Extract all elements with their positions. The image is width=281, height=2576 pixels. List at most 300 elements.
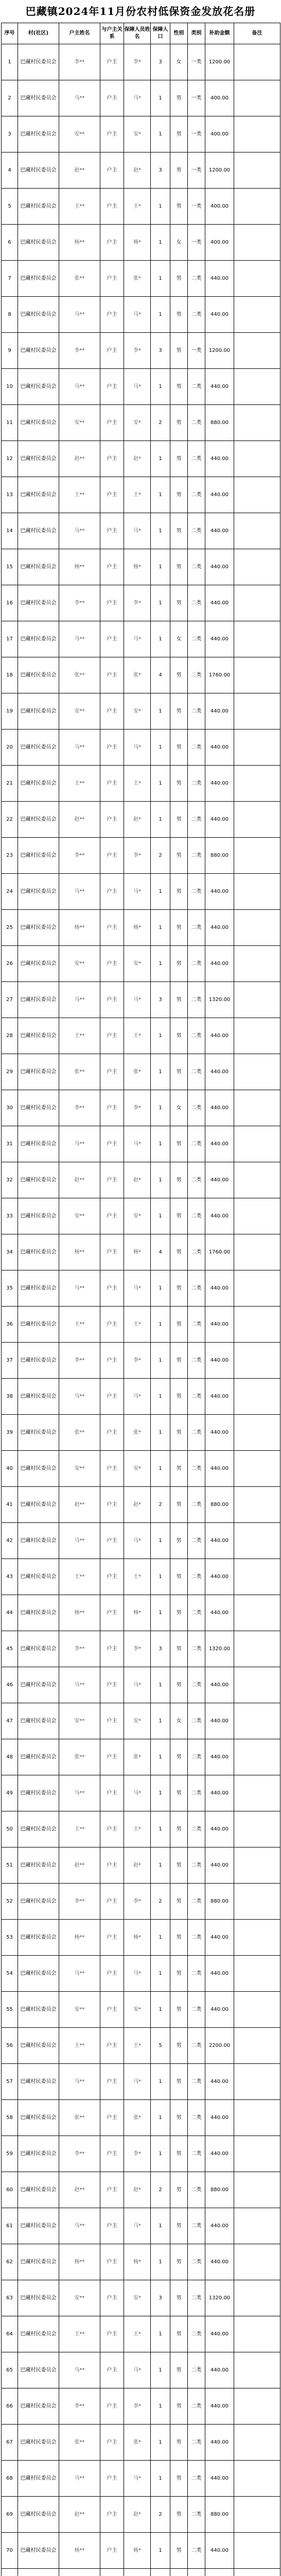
- cell-remark: [234, 2388, 280, 2425]
- cell-gender: 男: [170, 1559, 188, 1595]
- table-row: [2, 621, 280, 657]
- cell-householder: 马**: [59, 982, 100, 1018]
- cell-beneficiary: 马*: [124, 621, 151, 657]
- cell-count: 3: [151, 2280, 170, 2316]
- cell-relation: 户主: [100, 693, 124, 730]
- cell-householder: 张**: [59, 1054, 100, 1090]
- cell-village: 巴藏村民委员会: [18, 333, 59, 369]
- table-row: [2, 802, 280, 838]
- table-row: [2, 982, 280, 1018]
- cell-beneficiary: 王*: [124, 1018, 151, 1054]
- cell-index: 17: [2, 621, 18, 657]
- cell-remark: [234, 1090, 280, 1126]
- cell-gender: 男: [170, 441, 188, 477]
- cell-householder: 李**: [59, 1343, 100, 1379]
- column-header-gender: 性别: [170, 23, 188, 44]
- cell-relation: 户主: [100, 1595, 124, 1631]
- cell-village: 巴藏村民委员会: [18, 477, 59, 513]
- cell-householder: 王**: [59, 477, 100, 513]
- cell-gender: 男: [170, 657, 188, 693]
- cell-amount: 1200.00: [205, 44, 234, 80]
- cell-count: 1: [151, 585, 170, 621]
- cell-householder: 安**: [59, 1703, 100, 1739]
- cell-index: 7: [2, 261, 18, 297]
- cell-category: 一类: [188, 80, 205, 116]
- table-row: [2, 1307, 280, 1343]
- cell-gender: 男: [170, 1631, 188, 1667]
- cell-remark: [234, 2172, 280, 2208]
- cell-householder: 马**: [59, 1270, 100, 1307]
- cell-beneficiary: 王*: [124, 1559, 151, 1595]
- cell-relation: 户主: [100, 1956, 124, 1992]
- column-header-category: 类别: [188, 23, 205, 44]
- cell-amount: 440.00: [205, 1811, 234, 1848]
- table-row: [2, 2497, 280, 2533]
- cell-index: 4: [2, 152, 18, 189]
- cell-relation: 户主: [100, 1739, 124, 1775]
- cell-remark: [234, 1992, 280, 2028]
- cell-amount: 440.00: [205, 1595, 234, 1631]
- table-row: [2, 874, 280, 910]
- cell-relation: 户主: [100, 369, 124, 405]
- cell-amount: 2200.00: [205, 2028, 234, 2064]
- cell-relation: 户主: [100, 1054, 124, 1090]
- cell-index: 31: [2, 1126, 18, 1162]
- cell-householder: [59, 2569, 100, 2576]
- cell-beneficiary: 张*: [124, 261, 151, 297]
- cell-village: 巴藏村民委员会: [18, 1307, 59, 1343]
- cell-beneficiary: 张*: [124, 657, 151, 693]
- cell-count: 1: [151, 2136, 170, 2172]
- cell-count: 1: [151, 225, 170, 261]
- cell-householder: 王**: [59, 1559, 100, 1595]
- cell-category: 二类: [188, 405, 205, 441]
- cell-householder: 安**: [59, 1992, 100, 2028]
- cell-householder: 马**: [59, 513, 100, 549]
- cell-beneficiary: 杨*: [124, 2244, 151, 2280]
- table-row: [2, 693, 280, 730]
- cell-village: 巴藏村民委员会: [18, 1090, 59, 1126]
- cell-remark: [234, 513, 280, 549]
- cell-relation: 户主: [100, 261, 124, 297]
- cell-householder: 安**: [59, 2280, 100, 2316]
- cell-count: 1: [151, 1379, 170, 1415]
- cell-beneficiary: 赵*: [124, 1848, 151, 1884]
- cell-beneficiary: 杨*: [124, 1920, 151, 1956]
- cell-count: 1: [151, 1090, 170, 1126]
- cell-village: 巴藏村民委员会: [18, 2316, 59, 2352]
- cell-householder: 张**: [59, 1415, 100, 1451]
- cell-remark: [234, 225, 280, 261]
- cell-householder: 安**: [59, 405, 100, 441]
- cell-count: 1: [151, 2208, 170, 2244]
- cell-category: 二类: [188, 874, 205, 910]
- cell-index: 22: [2, 802, 18, 838]
- cell-category: 二类: [188, 2208, 205, 2244]
- table-row: [2, 1739, 280, 1775]
- cell-gender: 男: [170, 297, 188, 333]
- cell-gender: 男: [170, 946, 188, 982]
- cell-count: 1: [151, 2533, 170, 2569]
- cell-relation: 户主: [100, 1343, 124, 1379]
- table-row: [2, 1415, 280, 1451]
- cell-beneficiary: 张*: [124, 2425, 151, 2461]
- cell-amount: 440.00: [205, 297, 234, 333]
- cell-beneficiary: 王*: [124, 2316, 151, 2352]
- cell-beneficiary: 马*: [124, 1775, 151, 1811]
- cell-index: 12: [2, 441, 18, 477]
- table-row: [2, 477, 280, 513]
- cell-village: 巴藏村民委员会: [18, 838, 59, 874]
- cell-remark: [234, 1487, 280, 1523]
- cell-amount: 440.00: [205, 549, 234, 585]
- table-row: [2, 225, 280, 261]
- table-row: [2, 2569, 280, 2576]
- table-row: [2, 1054, 280, 1090]
- cell-householder: 安**: [59, 116, 100, 152]
- cell-category: 二类: [188, 369, 205, 405]
- cell-category: 二类: [188, 1126, 205, 1162]
- cell-category: 二类: [188, 1956, 205, 1992]
- cell-relation: 户主: [100, 657, 124, 693]
- cell-remark: [234, 693, 280, 730]
- cell-gender: 男: [170, 1884, 188, 1920]
- cell-remark: [234, 657, 280, 693]
- cell-category: 二类: [188, 261, 205, 297]
- cell-beneficiary: 马*: [124, 80, 151, 116]
- cell-count: 1: [151, 1198, 170, 1234]
- cell-amount: 440.00: [205, 2316, 234, 2352]
- cell-relation: 户主: [100, 2244, 124, 2280]
- cell-householder: 赵**: [59, 802, 100, 838]
- cell-householder: 马**: [59, 2352, 100, 2388]
- cell-category: 二类: [188, 513, 205, 549]
- table-row: [2, 838, 280, 874]
- cell-amount: 440.00: [205, 1054, 234, 1090]
- cell-count: 1: [151, 693, 170, 730]
- cell-category: 二类: [188, 1451, 205, 1487]
- cell-village: 巴藏村民委员会: [18, 1992, 59, 2028]
- table-row: [2, 441, 280, 477]
- cell-count: 3: [151, 333, 170, 369]
- cell-householder: 安**: [59, 946, 100, 982]
- cell-gender: 男: [170, 1811, 188, 1848]
- cell-count: 2: [151, 1884, 170, 1920]
- cell-amount: 440.00: [205, 1270, 234, 1307]
- cell-remark: [234, 982, 280, 1018]
- cell-amount: 440.00: [205, 1451, 234, 1487]
- cell-relation: 户主: [100, 441, 124, 477]
- cell-count: 1: [151, 946, 170, 982]
- cell-index: 52: [2, 1884, 18, 1920]
- cell-category: 二类: [188, 2244, 205, 2280]
- cell-beneficiary: 马*: [124, 2352, 151, 2388]
- cell-village: 巴藏村民委员会: [18, 549, 59, 585]
- cell-beneficiary: 李*: [124, 585, 151, 621]
- cell-remark: [234, 621, 280, 657]
- cell-remark: [234, 1523, 280, 1559]
- cell-count: 3: [151, 44, 170, 80]
- cell-category: 二类: [188, 2136, 205, 2172]
- cell-remark: [234, 802, 280, 838]
- cell-category: 二类: [188, 2533, 205, 2569]
- cell-amount: 440.00: [205, 1162, 234, 1198]
- table-row: [2, 152, 280, 189]
- cell-householder: 安**: [59, 1451, 100, 1487]
- cell-relation: 户主: [100, 189, 124, 225]
- cell-index: 10: [2, 369, 18, 405]
- cell-village: [18, 2569, 59, 2576]
- cell-index: 27: [2, 982, 18, 1018]
- cell-relation: 户主: [100, 2316, 124, 2352]
- cell-beneficiary: 王*: [124, 1307, 151, 1343]
- cell-beneficiary: 安*: [124, 1992, 151, 2028]
- cell-amount: 440.00: [205, 1090, 234, 1126]
- cell-gender: 女: [170, 1090, 188, 1126]
- cell-beneficiary: 李*: [124, 1884, 151, 1920]
- cell-relation: 户主: [100, 1992, 124, 2028]
- cell-beneficiary: 李*: [124, 1631, 151, 1667]
- cell-category: 二类: [188, 1487, 205, 1523]
- cell-relation: 户主: [100, 2352, 124, 2388]
- cell-amount: 440.00: [205, 1848, 234, 1884]
- cell-index: 37: [2, 1343, 18, 1379]
- table-row: [2, 1270, 280, 1307]
- cell-relation: 户主: [100, 225, 124, 261]
- cell-amount: 440.00: [205, 946, 234, 982]
- cell-village: 巴藏村民委员会: [18, 2388, 59, 2425]
- cell-remark: [234, 1775, 280, 1811]
- cell-count: 1: [151, 1775, 170, 1811]
- cell-relation: 户主: [100, 1234, 124, 1270]
- cell-index: 62: [2, 2244, 18, 2280]
- cell-index: 47: [2, 1703, 18, 1739]
- cell-index: 43: [2, 1559, 18, 1595]
- cell-index: 66: [2, 2388, 18, 2425]
- cell-householder: 马**: [59, 1523, 100, 1559]
- cell-gender: 男: [170, 1162, 188, 1198]
- cell-relation: 户主: [100, 477, 124, 513]
- cell-remark: [234, 2244, 280, 2280]
- cell-relation: 户主: [100, 1775, 124, 1811]
- cell-amount: 440.00: [205, 2064, 234, 2100]
- table-row: [2, 189, 280, 225]
- cell-village: 巴藏村民委员会: [18, 2064, 59, 2100]
- cell-village: 巴藏村民委员会: [18, 189, 59, 225]
- cell-category: 二类: [188, 946, 205, 982]
- cell-beneficiary: 马*: [124, 1523, 151, 1559]
- cell-amount: 1320.00: [205, 2280, 234, 2316]
- cell-category: 二类: [188, 1090, 205, 1126]
- cell-relation: 户主: [100, 2172, 124, 2208]
- cell-remark: [234, 261, 280, 297]
- cell-amount: 440.00: [205, 1956, 234, 1992]
- cell-index: 33: [2, 1198, 18, 1234]
- cell-householder: 赵**: [59, 1848, 100, 1884]
- cell-category: 二类: [188, 2388, 205, 2425]
- cell-index: 42: [2, 1523, 18, 1559]
- cell-relation: 户主: [100, 333, 124, 369]
- cell-gender: 男: [170, 513, 188, 549]
- cell-remark: [234, 1920, 280, 1956]
- cell-count: 1: [151, 2388, 170, 2425]
- cell-count: 1: [151, 549, 170, 585]
- cell-householder: 赵**: [59, 1162, 100, 1198]
- cell-index: 41: [2, 1487, 18, 1523]
- table-row: [2, 1234, 280, 1270]
- cell-gender: 男: [170, 549, 188, 585]
- cell-amount: 880.00: [205, 838, 234, 874]
- cell-gender: 男: [170, 1487, 188, 1523]
- table-row: [2, 2533, 280, 2569]
- cell-householder: 马**: [59, 2461, 100, 2497]
- cell-index: 54: [2, 1956, 18, 1992]
- cell-amount: 440.00: [205, 1523, 234, 1559]
- cell-amount: 440.00: [205, 441, 234, 477]
- cell-amount: 440.00: [205, 2425, 234, 2461]
- cell-amount: 440.00: [205, 2352, 234, 2388]
- cell-relation: 户主: [100, 621, 124, 657]
- cell-relation: 户主: [100, 1451, 124, 1487]
- cell-beneficiary: 赵*: [124, 802, 151, 838]
- cell-category: 二类: [188, 1234, 205, 1270]
- cell-remark: [234, 910, 280, 946]
- cell-count: 1: [151, 1848, 170, 1884]
- cell-amount: 440.00: [205, 2388, 234, 2425]
- cell-index: 59: [2, 2136, 18, 2172]
- cell-amount: 440.00: [205, 1775, 234, 1811]
- cell-amount: 440.00: [205, 1307, 234, 1343]
- cell-relation: 户主: [100, 1559, 124, 1595]
- cell-gender: 男: [170, 2352, 188, 2388]
- cell-index: 55: [2, 1992, 18, 2028]
- cell-beneficiary: 张*: [124, 1415, 151, 1451]
- cell-gender: 男: [170, 982, 188, 1018]
- cell-householder: 赵**: [59, 2497, 100, 2533]
- cell-category: 二类: [188, 657, 205, 693]
- table-row: [2, 2388, 280, 2425]
- cell-householder: 李**: [59, 2136, 100, 2172]
- cell-gender: 男: [170, 1270, 188, 1307]
- cell-relation: 户主: [100, 116, 124, 152]
- cell-village: 巴藏村民委员会: [18, 1884, 59, 1920]
- cell-village: 巴藏村民委员会: [18, 2533, 59, 2569]
- cell-index: 28: [2, 1018, 18, 1054]
- cell-householder: 张**: [59, 2425, 100, 2461]
- cell-householder: 马**: [59, 369, 100, 405]
- cell-village: 巴藏村民委员会: [18, 730, 59, 766]
- cell-relation: 户主: [100, 2533, 124, 2569]
- cell-householder: 赵**: [59, 2172, 100, 2208]
- cell-village: 巴藏村民委员会: [18, 1018, 59, 1054]
- table-row: [2, 2425, 280, 2461]
- cell-index: 32: [2, 1162, 18, 1198]
- cell-village: 巴藏村民委员会: [18, 2244, 59, 2280]
- cell-gender: 男: [170, 1956, 188, 1992]
- table-row: [2, 116, 280, 152]
- cell-village: 巴藏村民委员会: [18, 369, 59, 405]
- cell-remark: [234, 369, 280, 405]
- cell-householder: 王**: [59, 766, 100, 802]
- table-row: [2, 2244, 280, 2280]
- cell-remark: [234, 1126, 280, 1162]
- cell-remark: [234, 405, 280, 441]
- cell-gender: 男: [170, 1198, 188, 1234]
- cell-count: 1: [151, 80, 170, 116]
- cell-amount: 440.00: [205, 621, 234, 657]
- cell-village: 巴藏村民委员会: [18, 405, 59, 441]
- cell-relation: [100, 2569, 124, 2576]
- cell-amount: 440.00: [205, 2136, 234, 2172]
- cell-village: 巴藏村民委员会: [18, 585, 59, 621]
- cell-householder: 张**: [59, 1739, 100, 1775]
- cell-relation: 户主: [100, 1848, 124, 1884]
- cell-beneficiary: 王*: [124, 477, 151, 513]
- cell-householder: 王**: [59, 1811, 100, 1848]
- cell-village: 巴藏村民委员会: [18, 1523, 59, 1559]
- cell-remark: [234, 585, 280, 621]
- cell-gender: 男: [170, 585, 188, 621]
- cell-amount: 440.00: [205, 802, 234, 838]
- cell-village: 巴藏村民委员会: [18, 44, 59, 80]
- cell-relation: 户主: [100, 297, 124, 333]
- cell-index: 8: [2, 297, 18, 333]
- cell-amount: 440.00: [205, 2461, 234, 2497]
- table-row: [2, 1775, 280, 1811]
- cell-remark: [234, 2280, 280, 2316]
- cell-village: 巴藏村民委员会: [18, 657, 59, 693]
- cell-amount: 440.00: [205, 1379, 234, 1415]
- cell-householder: 安**: [59, 1198, 100, 1234]
- cell-village: 巴藏村民委员会: [18, 910, 59, 946]
- cell-beneficiary: 李*: [124, 2388, 151, 2425]
- cell-householder: 马**: [59, 730, 100, 766]
- cell-count: 1: [151, 2064, 170, 2100]
- cell-category: [188, 2569, 205, 2576]
- cell-gender: 男: [170, 1054, 188, 1090]
- cell-amount: 440.00: [205, 477, 234, 513]
- cell-category: 二类: [188, 297, 205, 333]
- cell-village: 巴藏村民委员会: [18, 802, 59, 838]
- cell-relation: 户主: [100, 1379, 124, 1415]
- cell-village: 巴藏村民委员会: [18, 1956, 59, 1992]
- cell-village: 巴藏村民委员会: [18, 1234, 59, 1270]
- cell-relation: 户主: [100, 1884, 124, 1920]
- cell-gender: 男: [170, 1992, 188, 2028]
- cell-index: 46: [2, 1667, 18, 1703]
- cell-amount: 1760.00: [205, 1234, 234, 1270]
- cell-village: 巴藏村民委员会: [18, 1198, 59, 1234]
- cell-category: 二类: [188, 549, 205, 585]
- cell-village: 巴藏村民委员会: [18, 1487, 59, 1523]
- cell-gender: 男: [170, 369, 188, 405]
- cell-gender: 男: [170, 2028, 188, 2064]
- cell-relation: 户主: [100, 2497, 124, 2533]
- cell-gender: 男: [170, 693, 188, 730]
- cell-relation: 户主: [100, 44, 124, 80]
- cell-gender: 男: [170, 1920, 188, 1956]
- cell-index: 60: [2, 2172, 18, 2208]
- cell-index: 18: [2, 657, 18, 693]
- cell-index: 56: [2, 2028, 18, 2064]
- cell-gender: 男: [170, 189, 188, 225]
- cell-index: 23: [2, 838, 18, 874]
- cell-count: 1: [151, 261, 170, 297]
- cell-category: 二类: [188, 2425, 205, 2461]
- cell-count: 1: [151, 1739, 170, 1775]
- cell-count: 1: [151, 1307, 170, 1343]
- cell-relation: 户主: [100, 982, 124, 1018]
